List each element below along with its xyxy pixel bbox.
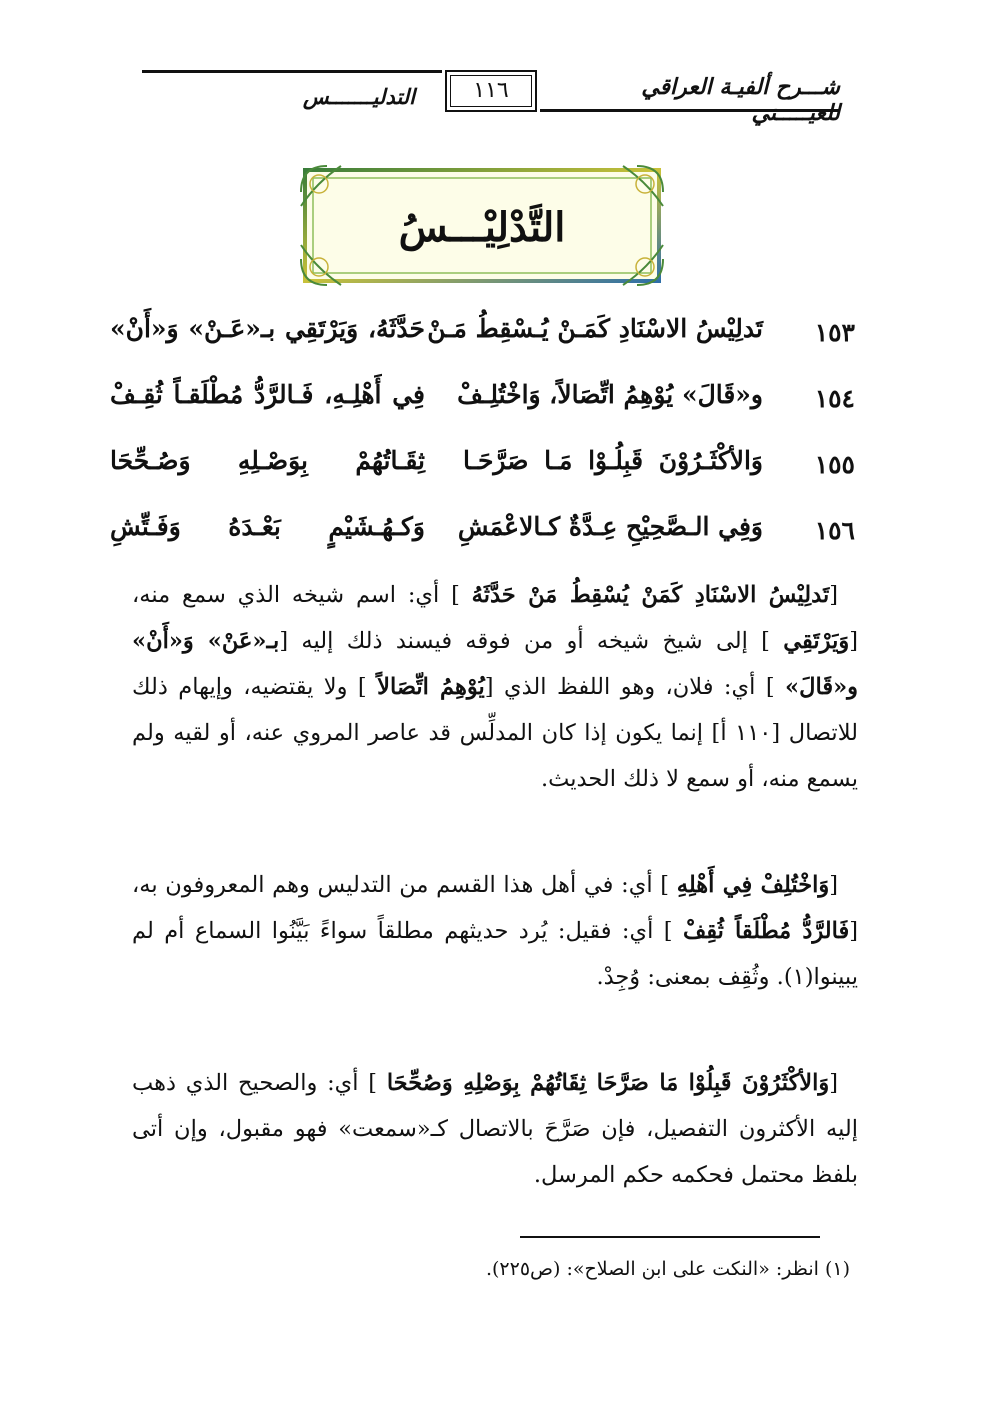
commentary-text: ] أي: فلان، وهو اللفظ الذي [ [484,674,786,700]
commentary-text: ] أي: في أهل هذا القسم من التدليس وهم المعروفون به، [ [132,872,858,944]
commentary-text: ] أي: فقيل: يُرد حديثهم مطلقاً سواءً بَيَّنُوا السماع أم لم يبينوا(١). وثُقِف بمعنى: وُجِدْ. [132,918,858,990]
verse-155 [110,442,855,492]
verse-second-hemistich: فِي أَهْلِـهِ، فَـالرَّدُّ مُطْلَقـاً ثُقِـفْ [110,380,425,409]
quoted-verse-text: وَالأكْثَرُوْنَ قَبِلُوْا مَا صَرَّحَا ثِقَاتُهُمْ بِوَصْلِهِ وَصُحِّحَا [386,1070,830,1096]
commentary-text: ] إلى شيخ شيخه أو من فوقه فيسند ذلك إليه [ [279,628,784,654]
quoted-verse-text: وَاخْتُلِفْ فِي أَهْلِهِ [676,872,830,898]
verse-first-hemistich: و«قَالَ» يُوْهِمُ اتِّصَالاً، وَاخْتُلِـفْ [457,380,763,409]
header-chapter-title: التدليـــــــس [302,84,415,109]
verse-second-hemistich: وَكـهُـشَيْمٍ بَعْـدَهُ وَفَـتِّشِ [110,512,425,541]
quoted-verse-text: فَالرَّدُّ مُطْلَقاً ثُقِفْ [682,918,850,944]
verse-second-hemistich: حَدَّثَهُ، وَيَرْتَقِي بـ«عَـنْ» وَ«أَنْ» [110,314,425,343]
commentary-text: ] ولا يقتضيه، وإيهام ذلك للاتصال [١١٠ أ] إنما يكون إذا كان المدلِّس قد عاصر المروي عنه، أو لقيه ولم يسمع منه، أو سمع لا ذلك الحديث. [132,674,858,792]
verse-first-hemistich: تَدلِيْسُ الاسْنَادِ كَمَـنْ يُـسْقِطُ مَـنْ [427,314,763,343]
page-number: ١١٦ [445,70,537,112]
footnote: (١) انظر: «النكت على ابن الصلاح»: (ص٢٢٥). [485,1258,850,1280]
commentary-paragraph-2: [وَاخْتُلِفْ فِي أَهْلِهِ ] أي: في أهل هذا القسم من التدليس وهم المعروفون به، [فَالرَّدُّ مُطْلَقاً ثُقِفْ ] أي: فقيل: يُرد حديثهم مطلقاً سواءً بَيَّنُوا السماع أم لم يبينوا(١). وثُقِف بمعنى: وُجِدْ. [132,872,858,990]
quoted-verse-text: بـ«عَنْ» وَ«أَنْ» و«قَالَ» [132,628,858,700]
commentary-text: ] أي: والصحيح الذي ذهب إليه الأكثرون التفصيل، فإن صَرَّحَ بالاتصال كـ«سمعت» فهو مقبول، وإن أتى بلفظ محتمل فحكمه حكم المرسل. [132,1070,858,1188]
verse-first-hemistich: وَالأكْثَـرُوْنَ قَبِلُـوْا مَـا صَرَّحَـا [463,446,763,475]
quoted-verse-text: يُوْهِمُ اتِّصَالاً [377,674,485,700]
quoted-verse-text: وَيَرْتَقِي [783,628,850,654]
verse-156 [110,508,855,558]
verse-number: ١٥٤ [814,384,855,413]
header-rule-left [142,70,442,73]
verse-154 [110,376,855,426]
header-book-title: شـــرح ألفيـة العراقي للعيـــــني [641,74,840,126]
quoted-verse-text: تَدلِيْسُ الاسْنَادِ كَمَنْ يُسْقِطُ مَنْ حَدَّثَهُ [471,582,830,608]
commentary-text: ] أي: اسم شيخه الذي سمع منه، [ [132,582,858,654]
verse-number: ١٥٣ [814,318,855,347]
verse-number: ١٥٥ [814,450,855,479]
verse-153 [110,310,855,360]
verse-second-hemistich: ثِقَـاتُهُمْ بِوَصْـلِهِ وَصُـحِّحَا [110,446,425,475]
section-title: التَّدْلِيْـــسُ [398,204,566,251]
verse-number: ١٥٦ [814,516,855,545]
commentary-paragraph-3: [وَالأكْثَرُوْنَ قَبِلُوْا مَا صَرَّحَا ثِقَاتُهُمْ بِوَصْلِهِ وَصُحِّحَا ] أي: والصحيح الذي ذهب إليه الأكثرون التفصيل، فإن صَرَّحَ بالاتصال كـ«سمعت» فهو مقبول، وإن أتى بلفظ محتمل فحكمه حكم المرسل. [132,1070,858,1188]
footnote-separator [520,1236,820,1238]
verse-first-hemistich: وَفِي الـصَّحِيْحِ عِـدَّةٌ كـالاعْمَشِ [457,512,763,541]
commentary-paragraph-1: [تَدلِيْسُ الاسْنَادِ كَمَنْ يُسْقِطُ مَنْ حَدَّثَهُ ] أي: اسم شيخه الذي سمع منه، [وَيَرْتَقِي ] إلى شيخ شيخه أو من فوقه فيسند ذلك إليه [بـ«عَنْ» وَ«أَنْ» و«قَالَ» ] أي: فلان، وهو اللفظ الذي [يُوْهِمُ اتِّصَالاً ] ولا يقتضيه، وإيهام ذلك للاتصال [١١٠ أ] إنما يكون إذا كان المدلِّس قد عاصر المروي عنه، أو لقيه ولم يسمع منه، أو سمع لا ذلك الحديث. [132,582,858,792]
